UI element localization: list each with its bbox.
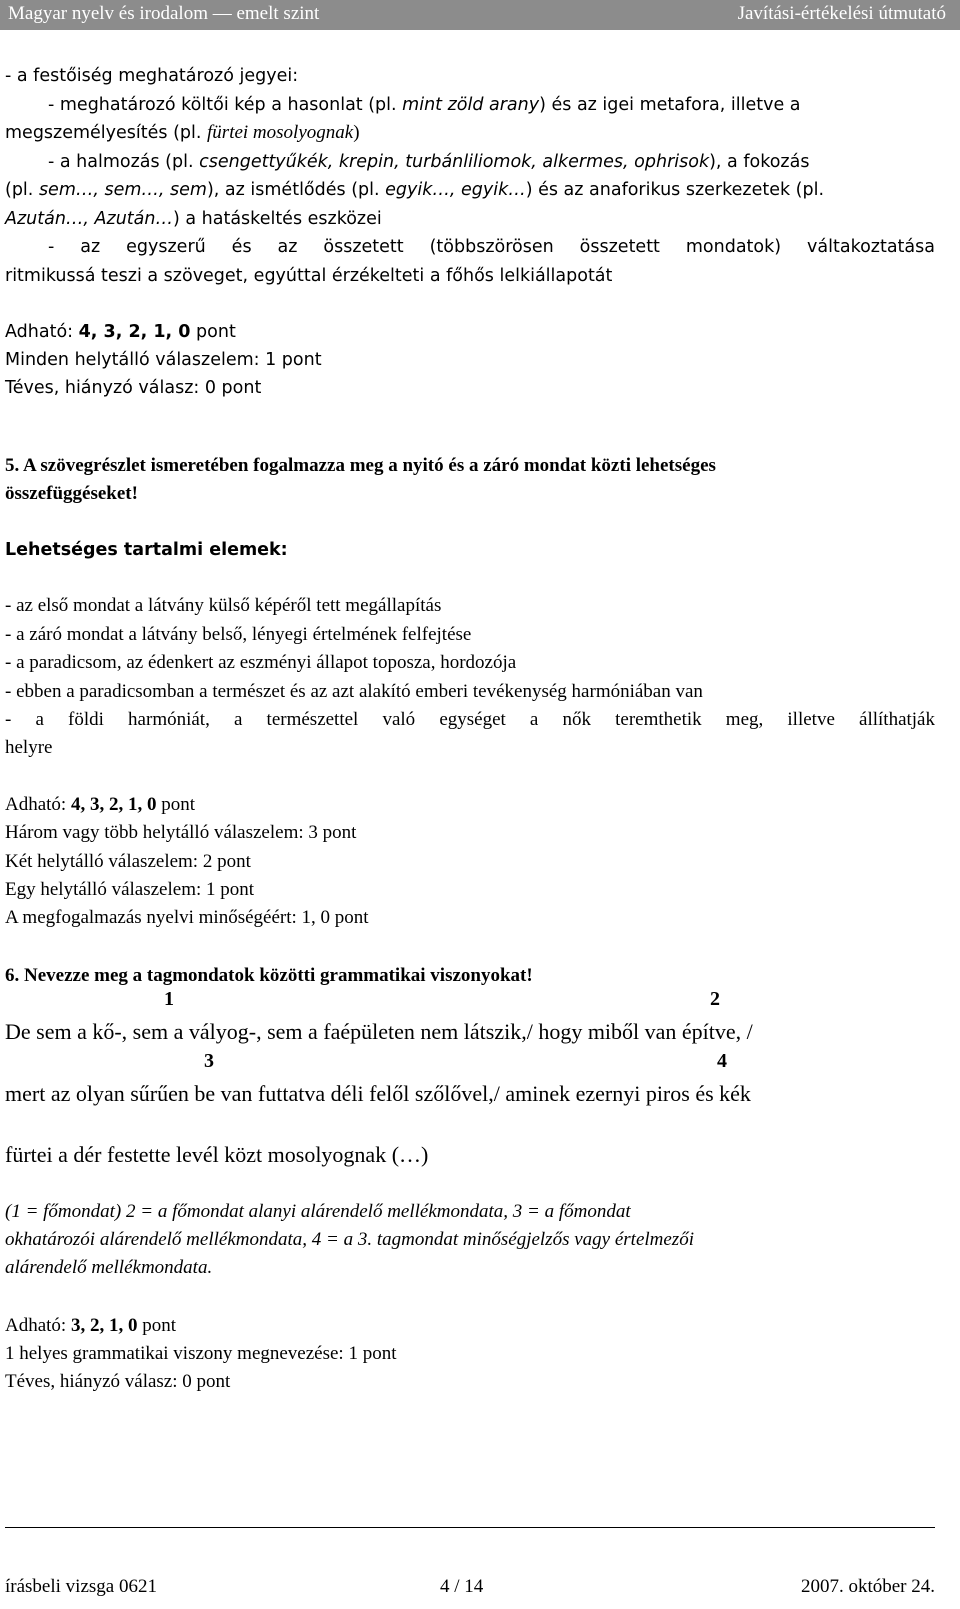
score2-line-5: A megfogalmazás nyelvi minőségéért: 1, 0 pont [5,907,369,928]
score2-line-3: Két helytálló válaszelem: 2 pont [5,851,251,872]
header-title: Magyar nyelv és irodalom — emelt szint [8,3,320,24]
q6-title: 6. Nevezze meg a tagmondatok közötti grammatikai viszonyokat! [5,965,533,986]
clause-number-3: 3 [204,1050,214,1072]
intro-line-5: (pl. sem…, sem…, sem), az ismétlődés (pl. egyik…, egyik…) és az anaforikus szerkezetek (pl. [5,180,825,200]
clause-number-4: 4 [717,1050,727,1072]
score2-line-2: Három vagy több helytálló válaszelem: 3 pont [5,822,357,843]
q5-item-5: - a földi harmóniát, a természettel való egységet a nők teremthetik meg, illetve állíthatják [5,709,935,730]
score3-line-2: 1 helyes grammatikai viszony megnevezése: 1 pont [5,1343,397,1364]
footer-date: 2007. október 24. [800,1576,935,1597]
q6-answer-line-3: alárendelő mellékmondata. [5,1257,213,1278]
footer-page-number: 4 / 14 [440,1576,484,1597]
intro-line-6: Azután…, Azután…) a hatáskeltés eszközei [5,209,382,229]
header-subtitle: Javítási-értékelési útmutató [737,3,946,24]
q5-item-1: - az első mondat a látvány külső képéről tett megállapítás [5,595,442,616]
score3-line-1: Adható: 3, 2, 1, 0 pont [5,1315,176,1336]
footer-rule [5,1527,935,1528]
q6-sentence-line-3: fürtei a dér festette levél közt mosolyognak (…) [5,1142,429,1167]
q6-sentence-line-1: De sem a kő-, sem a vályog-, sem a faépületen nem látszik,/ hogy miből van építve, / [5,1019,753,1044]
q6-answer-line-1: (1 = főmondat) 2 = a főmondat alanyi alárendelő mellékmondata, 3 = a főmondat [5,1201,631,1222]
intro-line-8: ritmikussá teszi a szöveget, egyúttal érzékelteti a főhős lelkiállapotát [5,266,613,286]
q5-item-3: - a paradicsom, az édenkert az eszményi állapot toposza, hordozója [5,652,517,673]
clause-number-1: 1 [164,988,174,1010]
q5-item-5-cont: helyre [5,737,53,758]
intro-line-3: megszemélyesítés (pl. fürtei mosolyognak) [5,122,360,143]
page-header [0,0,960,30]
q5-subtitle: Lehetséges tartalmi elemek: [5,540,288,560]
q5-title-line-1: 5. A szövegrészlet ismeretében fogalmazza meg a nyitó és a záró mondat közti lehetséges [5,455,716,476]
intro-line-7: - az egyszerű és az összetett (többszörösen összetett mondatok) váltakoztatása [48,237,935,257]
score2-line-4: Egy helytálló válaszelem: 1 pont [5,879,255,900]
footer-exam-code: írásbeli vizsga 0621 [5,1576,157,1597]
q5-item-2: - a záró mondat a látvány belső, lényegi értelmének felfejtése [5,624,472,645]
clause-number-2: 2 [710,988,720,1010]
q5-item-4: - ebben a paradicsomban a természet és az azt alakító emberi tevékenység harmóniában van [5,681,703,702]
q5-title-line-2: összefüggéseket! [5,483,138,504]
intro-line-2: - meghatározó költői kép a hasonlat (pl. mint zöld arany) és az igei metafora, illetve a [48,95,801,115]
score1-line-3: Téves, hiányzó válasz: 0 pont [5,378,262,398]
score3-line-3: Téves, hiányzó válasz: 0 pont [5,1371,231,1392]
q6-sentence-line-2: mert az olyan sűrűen be van futtatva déli felől szőlővel,/ aminek ezernyi piros és kék [5,1081,751,1106]
intro-line-1: - a festőiség meghatározó jegyei: [5,66,299,86]
intro-line-4: - a halmozás (pl. csengettyűkék, krepin, turbánliliomok, alkermes, ophrisok), a fokozás [48,152,810,172]
score1-line-1: Adható: 4, 3, 2, 1, 0 pont [5,322,236,342]
score1-line-2: Minden helytálló válaszelem: 1 pont [5,350,322,370]
q6-answer-line-2: okhatározói alárendelő mellékmondata, 4 = a 3. tagmondat minőségjelzős vagy értelmezői [5,1229,694,1250]
score2-line-1: Adható: 4, 3, 2, 1, 0 pont [5,794,195,815]
